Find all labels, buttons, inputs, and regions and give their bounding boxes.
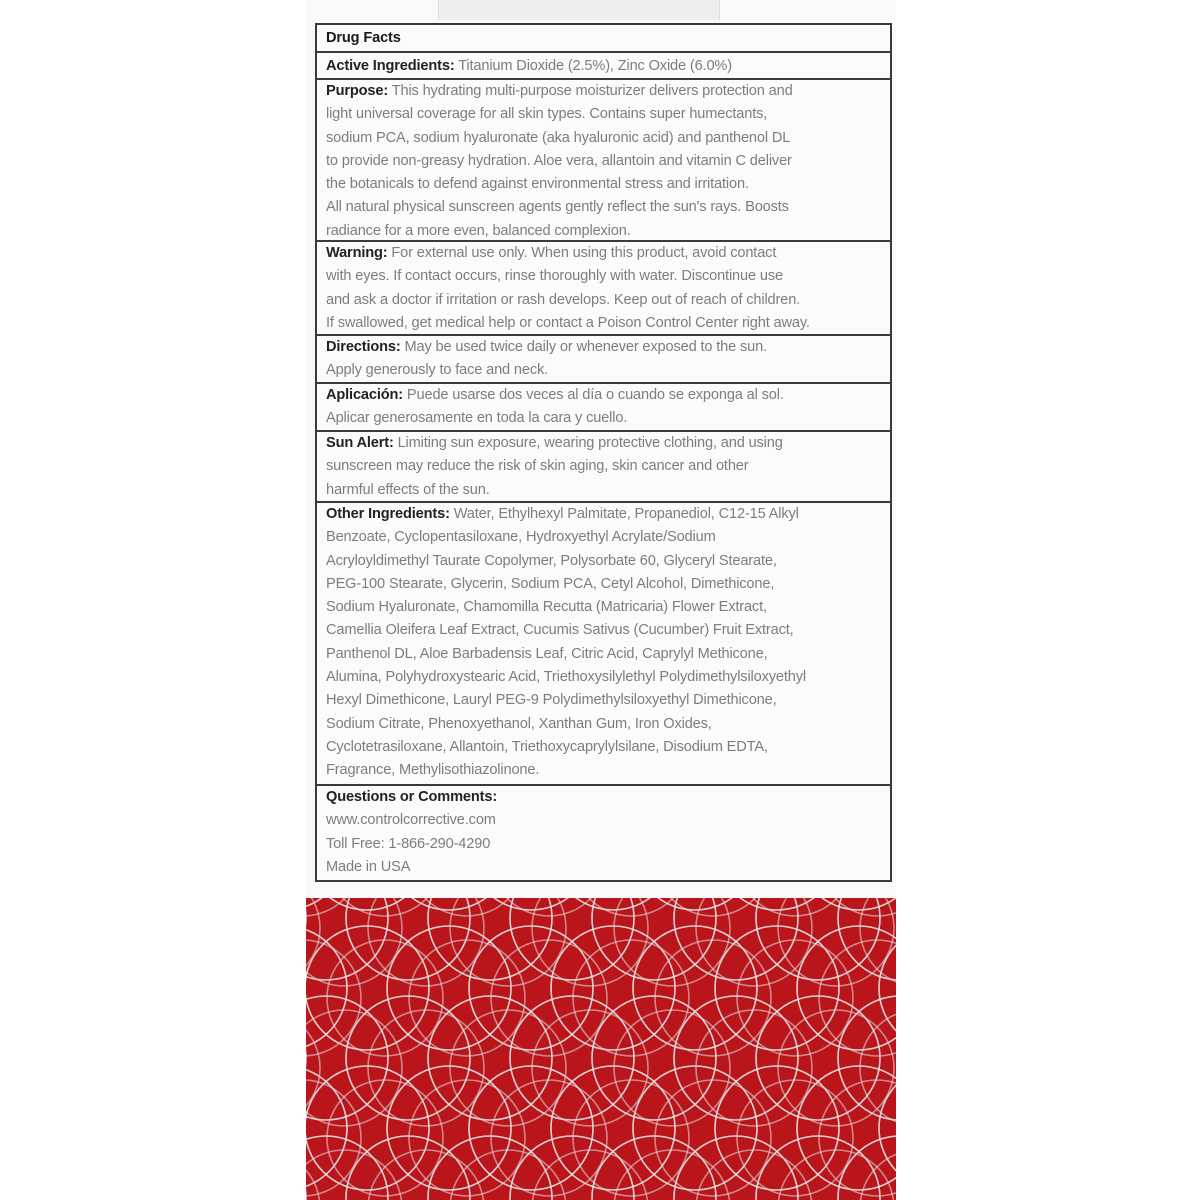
aplicacion-label: Aplicación: xyxy=(326,387,404,403)
warning-line: If swallowed, get medical help or contact a Poison Control Center right away. xyxy=(326,314,810,331)
other-ingredients-text: Water, Ethylhexyl Palmitate, Propanediol, C12-15 Alkyl xyxy=(453,506,799,522)
other-ingredients-line: Benzoate, Cyclopentasiloxane, Hydroxyethyl Acrylate/Sodium xyxy=(326,529,716,546)
drug-facts-title: Drug Facts xyxy=(326,30,401,46)
sun-alert-line: sunscreen may reduce the risk of skin aging, skin cancer and other xyxy=(326,458,749,475)
sun-alert-row xyxy=(317,430,890,501)
package-flap xyxy=(438,0,720,20)
pattern-circle xyxy=(838,996,896,1120)
package-side-panel xyxy=(306,0,896,1200)
pattern-circle xyxy=(838,1136,896,1200)
warning-text: For external use only. When using this product, avoid contact xyxy=(391,245,777,261)
questions-label: Questions or Comments: xyxy=(326,789,498,805)
other-ingredients-line: Panthenol DL, Aloe Barbadensis Leaf, Citric Acid, Caprylyl Methicone, xyxy=(326,645,768,662)
purpose-line: sodium PCA, sodium hyaluronate (aka hyaluronic acid) and panthenol DL xyxy=(326,129,791,146)
purpose-line: to provide non-greasy hydration. Aloe vera, allantoin and vitamin C deliver xyxy=(326,152,792,169)
other-ingredients-line: Fragrance, Methylisothiazolinone. xyxy=(326,762,540,779)
questions-row xyxy=(317,784,890,880)
pattern-circle xyxy=(450,898,566,986)
other-ingredients-line: Sodium Citrate, Phenoxyethanol, Xanthan Gum, Iron Oxides, xyxy=(326,715,712,732)
pattern-circle xyxy=(778,898,894,986)
other-ingredients-line: Sodium Hyaluronate, Chamomilla Recutta (Matricaria) Flower Extract, xyxy=(326,599,767,616)
other-ingredients-line: Camellia Oleifera Leaf Extract, Cucumis Sativus (Cucumber) Fruit Extract, xyxy=(326,622,794,639)
pattern-circle xyxy=(387,898,511,910)
pattern-circle xyxy=(696,898,812,986)
directions-label: Directions: xyxy=(326,339,401,355)
pattern-circle xyxy=(614,1150,730,1200)
phone-text: Toll Free: 1-866-290-4290 xyxy=(326,835,491,852)
other-ingredients-line: Alumina, Polyhydroxystearic Acid, Triethoxysilylethyl Polydimethylsiloxyethyl xyxy=(326,669,806,686)
aplicacion-row xyxy=(317,382,890,430)
purpose-row xyxy=(317,78,890,240)
directions-row xyxy=(317,334,890,382)
active-ingredients-row xyxy=(317,51,890,78)
pattern-circle xyxy=(838,898,896,980)
sun-alert-line: harmful effects of the sun. xyxy=(326,481,490,498)
pattern-circle xyxy=(715,898,839,910)
warning-line: and ask a doctor if irritation or rash develops. Keep out of reach of children. xyxy=(326,291,801,308)
pattern-circle xyxy=(450,1150,566,1200)
purpose-label: Purpose: xyxy=(326,83,389,99)
directions-text: May be used twice daily or whenever exposed to the sun. xyxy=(404,339,767,355)
warning-line xyxy=(326,242,886,265)
directions-line xyxy=(326,336,886,359)
pattern-circle xyxy=(614,898,730,986)
pattern-circle xyxy=(532,1150,648,1200)
other-ingredients-label: Other Ingredients: xyxy=(326,506,450,522)
other-ingredients-line: Cyclotetrasiloxane, Allantoin, Triethoxycaprylylsilane, Disodium EDTA, xyxy=(326,738,768,755)
sun-alert-label: Sun Alert: xyxy=(326,435,394,451)
pattern-circle xyxy=(306,898,429,910)
warning-row xyxy=(317,240,890,334)
aplicacion-line: Aplicar generosamente en toda la cara y cuello. xyxy=(326,410,628,427)
website-text: www.controlcorrective.com xyxy=(326,812,496,829)
active-ingredients-label: Active Ingredients: xyxy=(326,58,455,74)
pattern-circle xyxy=(306,1080,361,1196)
purpose-text: This hydrating multi-purpose moisturizer delivers protection and xyxy=(391,83,793,99)
active-ingredients-text: Titanium Dioxide (2.5%), Zinc Oxide (6.0%) xyxy=(458,58,732,74)
purpose-line xyxy=(326,80,886,103)
red-circle-pattern xyxy=(306,898,896,1200)
pattern-circle xyxy=(633,898,757,910)
circle-pattern-graphic xyxy=(306,898,896,1200)
origin-text: Made in USA xyxy=(326,858,411,875)
pattern-circle xyxy=(696,1150,812,1200)
aplicacion-text: Puede usarse dos veces al día o cuando se exponga al sol. xyxy=(406,387,784,403)
purpose-line: light universal coverage for all skin types. Contains super humectants, xyxy=(326,106,768,123)
other-ingredients-row xyxy=(317,501,890,784)
warning-label: Warning: xyxy=(326,245,388,261)
purpose-line: the botanicals to defend against environmental stress and irritation. xyxy=(326,176,749,193)
pattern-circle xyxy=(778,1150,894,1200)
pattern-circle xyxy=(306,940,361,1056)
purpose-line: radiance for a more even, balanced complexion. xyxy=(326,222,631,239)
pattern-circle xyxy=(469,898,593,910)
other-ingredients-line: PEG-100 Stearate, Glycerin, Sodium PCA, Cetyl Alcohol, Dimethicone, xyxy=(326,575,775,592)
label-panel xyxy=(306,0,896,898)
pattern-circle xyxy=(819,898,896,916)
warning-line: with eyes. If contact occurs, rinse thoroughly with water. Discontinue use xyxy=(326,268,783,285)
directions-line: Apply generously to face and neck. xyxy=(326,362,549,379)
purpose-line: All natural physical sunscreen agents gently reflect the sun's rays. Boosts xyxy=(326,199,789,216)
pattern-circle xyxy=(368,898,484,986)
sun-alert-line xyxy=(326,432,886,455)
sun-alert-text: Limiting sun exposure, wearing protective clothing, and using xyxy=(397,435,783,451)
pattern-circle xyxy=(551,898,675,910)
pattern-circle xyxy=(368,1150,484,1200)
aplicacion-line xyxy=(326,384,886,407)
drug-facts-title-row xyxy=(317,25,890,51)
other-ingredients-line: Hexyl Dimethicone, Lauryl PEG-9 Polydimethylsiloxyethyl Dimethicone, xyxy=(326,692,777,709)
other-ingredients-line xyxy=(326,503,886,526)
other-ingredients-line: Acryloyldimethyl Taurate Copolymer, Polysorbate 60, Glyceryl Stearate, xyxy=(326,552,777,569)
pattern-circle xyxy=(532,898,648,986)
drug-facts-box xyxy=(315,23,892,882)
